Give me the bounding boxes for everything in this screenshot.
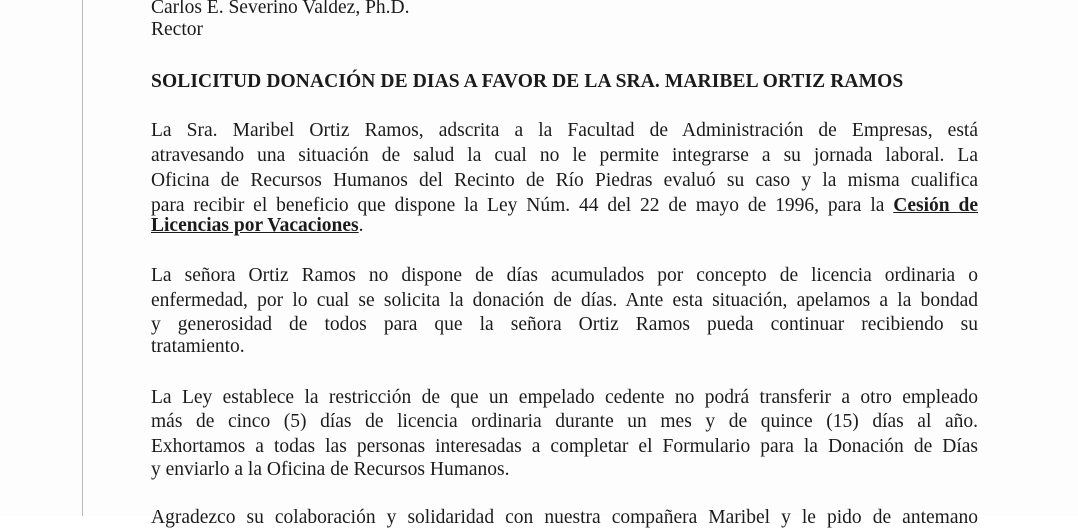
paragraph-2-line-2: enfermedad, por lo cual se solicita la donación de días. Ante esta situación, apelamos a la bondad <box>151 290 978 311</box>
paragraph-1-emphasis-start: Cesión de <box>893 195 979 216</box>
memo-subject: SOLICITUD DONACIÓN DE DIAS A FAVOR DE LA SRA. MARIBEL ORTIZ RAMOS <box>151 71 904 92</box>
paragraph-1-line-4-text: para recibir el beneficio que dispone la Ley Núm. 44 del 22 de mayo de 1996, para la <box>151 195 885 216</box>
paragraph-1-line-3: Oficina de Recursos Humanos del Recinto de Río Piedras evaluó su caso y la misma cualifica <box>151 170 978 191</box>
paragraph-1-line-5-tail: . <box>358 215 364 236</box>
sender-name: Carlos E. Severino Valdez, Ph.D. <box>151 0 410 18</box>
paragraph-1-line-1: La Sra. Maribel Ortiz Ramos, adscrita a la Facultad de Administración de Empresas, está <box>151 120 978 141</box>
paragraph-3-line-3: Exhortamos a todas las personas interesadas a completar el Formulario para la Donación de Días <box>151 436 978 457</box>
paragraph-2-line-3: y generosidad de todos para que la señora Ortiz Ramos pueda continuar recibiendo su <box>151 314 978 335</box>
paragraph-3-line-4: y enviarlo a la Oficina de Recursos Humanos. <box>151 459 510 480</box>
paragraph-3-line-2: más de cinco (5) días de licencia ordinaria durante un mes y de quince (15) días al año. <box>151 411 978 432</box>
paragraph-3-line-1: La Ley establece la restricción de que un empelado cedente no podrá transferir a otro empleado <box>151 387 978 408</box>
paragraph-1-emphasis-end: Licencias por Vacaciones <box>151 215 359 236</box>
paragraph-2-line-1: La señora Ortiz Ramos no dispone de días acumulados por concepto de licencia ordinaria o <box>151 265 978 286</box>
paragraph-1-line-5 <box>151 215 364 237</box>
paragraph-1-line-2: atravesando una situación de salud la cual no le permite integrarse a su jornada laboral. La <box>151 145 978 166</box>
paragraph-1-line-4 <box>151 195 978 217</box>
scan-border-line <box>82 0 83 516</box>
paragraph-4-line-1: Agradezco su colaboración y solidaridad con nuestra compañera Maribel y le pido de antemano <box>151 507 978 528</box>
paragraph-2-line-4: tratamiento. <box>151 336 245 357</box>
sender-title: Rector <box>151 19 203 40</box>
